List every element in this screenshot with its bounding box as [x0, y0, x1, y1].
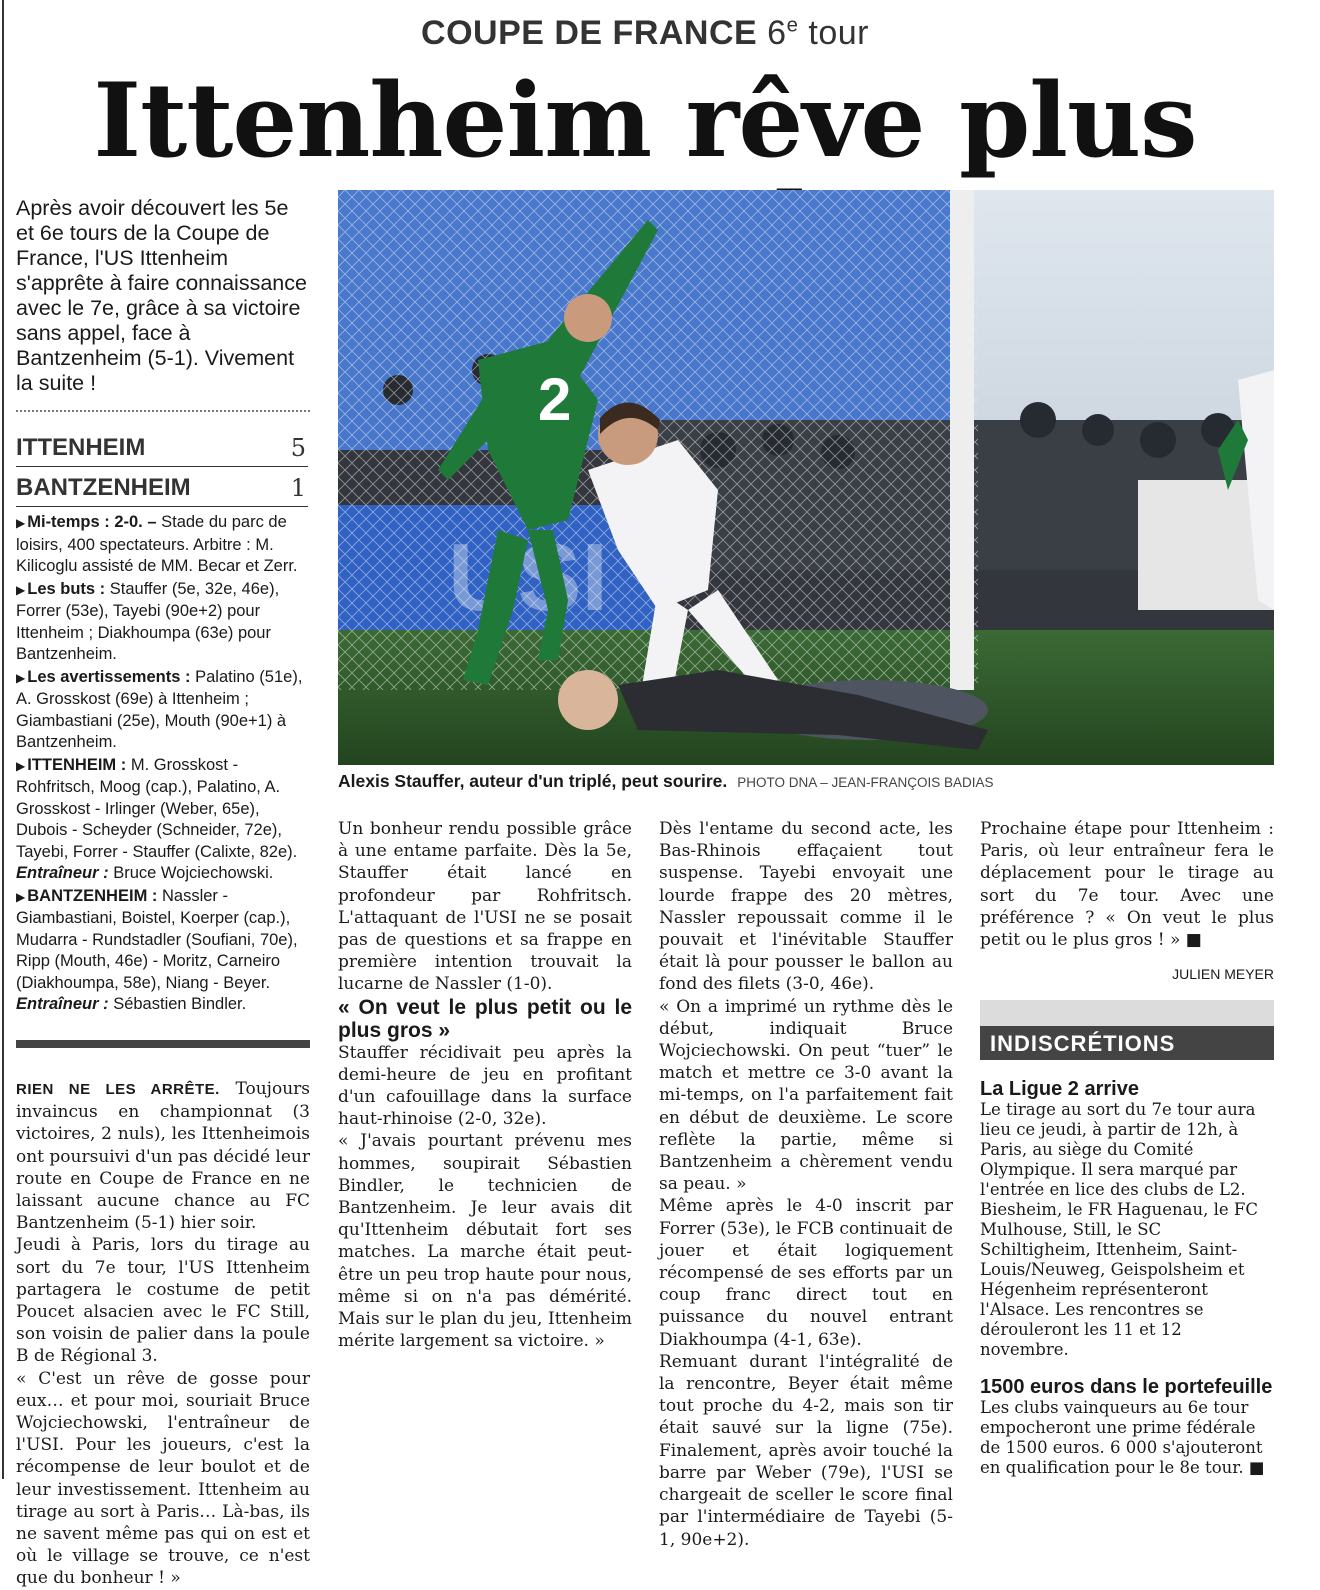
indiscretion-item-text: Les clubs vainqueurs au 6e tour empocheront une prime fédérale de 1500 euros. 6 000 s'ajouteront en qualification pour le 8e tour. ■	[980, 1398, 1265, 1477]
score-divider	[16, 466, 308, 467]
fact-cards: ▶ Les avertissements : Palatino (51e), A. Grosskost (69e) à Ittenheim ; Giambastiani (25e), Mouth (90e+1) à Bantzenheim.	[16, 667, 303, 751]
triangle-bullet-icon: ▶	[16, 758, 26, 773]
article-paragraph: Remuant durant l'intégralité de la rencontre, Beyer était même tout proche du 4-2, mais son tir était sauvé sur la ligne (75e). Finalement, après avoir touché la barre par Weber (79e), l'USI se chargeait de sceller le score final par l'intermédiaire de Tayebi (5-1, 90e+2).	[659, 1351, 953, 1550]
triangle-bullet-icon: ▶	[16, 889, 26, 904]
article-column-2	[338, 818, 632, 1352]
article-column-1	[16, 1078, 310, 1590]
indiscretion-item-text: Le tirage au sort du 7e tour aura lieu ce jeudi, à partir de 12h, à Paris, au siège du Comité Olympique. Il sera marqué par l'entrée en lice des clubs de L2. Biesheim, le FR Haguenau, le FC Mulhouse, Still, le SC Schiltigheim, Ittenheim, Saint-Louis/Neuweg, Geispolsheim et Hégenheim représenteront l'Alsace. Les rencontres se dérouleront les 11 et 12 novembre.	[980, 1100, 1258, 1359]
author-signature: JULIEN MEYER	[1172, 966, 1274, 982]
article-subhead: « On veut le plus petit ou le plus gros »	[338, 995, 632, 1042]
dotted-divider	[16, 410, 310, 412]
match-photo	[338, 190, 1274, 765]
photo-illustration	[338, 190, 1274, 765]
shirt-number: 2	[538, 366, 572, 433]
article-paragraph: « C'est un rêve de gosse pour eux… et pour moi, souriait Bruce Wojciechowski, l'entraîneur de l'USI. Pour les joueurs, c'est la récompense de leur boulot et de leur investissement. Ittenheim au tirage au sort à Paris… Là-bas, ils ne savent même pas qui on est et où le village se trouve, ce n'est que du bonheur ! »	[16, 1368, 310, 1589]
article-paragraph: Stauffer récidivait peu après la demi-heure de jeu en profitant d'un cafouillage dans la surface haut-rhinoise (2-0, 32e).	[338, 1042, 632, 1130]
article-lead: RIEN NE LES ARRÊTE. Toujours invaincus en championnat (3 victoires, 2 nuls), les Ittenheimois ont poursuivi d'un pas décidé leur route en Coupe de France en ne laissant aucune chance au FC Bantzenheim (5-1) hier soir.	[16, 1079, 310, 1234]
chapo-intro: Après avoir découvert les 5e et 6e tours de la Coupe de France, l'US Ittenheim s'apprête à faire connaissance avec le 7e, grâce à sa victoire sans appel, face à Bantzenheim (5-1). Vivement la suite !	[16, 196, 307, 395]
article-column-3	[659, 818, 953, 1551]
score-divider-bottom	[16, 506, 308, 507]
photo-caption: Alexis Stauffer, auteur d'un triplé, peut sourire. PHOTO DNA – JEAN-FRANÇOIS BADIAS	[338, 771, 994, 791]
fact-lineup-ittenheim: ▶ ITTENHEIM : M. Grosskost - Rohfritsch, Moog (cap.), Palatino, A. Grosskost - Irlinger (Weber, 65e), Dubois - Scheyder (Schneider, 72e), Tayebi, Forrer - Stauffer (Calixte, 82e). Entraîneur : Bruce Wojciechowski.	[16, 755, 298, 882]
away-team-name: BANTZENHEIM	[16, 474, 191, 501]
facts-bottom-rule	[16, 1040, 310, 1048]
article-paragraph: Un bonheur rendu possible grâce à une entame parfaite. Dès la 5e, Stauffer était lancé en profondeur par Rohfritsch. L'attaquant de l'USI ne se posait pas de questions et sa frappe en première intention trouvait la lucarne de Nassler (1-0).	[338, 819, 632, 995]
triangle-bullet-icon: ▶	[16, 670, 26, 685]
score-home	[16, 434, 308, 470]
article-paragraph: « On a imprimé un rythme dès le début, indiquait Bruce Wojciechowski. On peut “tuer” le match et mettre ce 3-0 avant la mi-temps, on l'a parfaitement fait en début de deuxième. Le score reflète la partie, même si Bantzenheim a chèrement vendu sa peau. »	[659, 996, 953, 1195]
indiscretion-item-title: 1500 euros dans le portefeuille	[980, 1376, 1273, 1398]
article-paragraph: Même après le 4-0 inscrit par Forrer (53e), le FCB continuait de jouer et était logiquement récompensé de ses efforts par un coup franc direct tout en puissance du nouvel entrant Diakhoumpa (4-1, 63e).	[659, 1196, 953, 1350]
photo-credit: PHOTO DNA – JEAN-FRANÇOIS BADIAS	[737, 775, 994, 790]
article-column-4	[980, 818, 1274, 951]
section-kicker: COUPE DE FRANCE 6e tour	[421, 14, 869, 52]
headline: Ittenheim rêve plus	[93, 61, 1197, 181]
fact-goals: ▶ Les buts : Stauffer (5e, 32e, 46e), Forrer (53e), Tayebi (90e+2) pour Ittenheim ; Diakhoumpa (63e) pour Bantzenheim.	[16, 579, 280, 663]
home-score: 5	[290, 434, 306, 462]
article-paragraph: Dès l'entame du second acte, les Bas-Rhinois effaçaient tout suspense. Tayebi envoyait une lourde frappe des 20 mètres, Nassler repoussait comme il le pouvait et l'inévitable Stauffer était là pour pousser le ballon au fond des filets (3-0, 46e).	[659, 819, 953, 995]
triangle-bullet-icon: ▶	[16, 582, 26, 597]
score-away	[16, 474, 308, 510]
triangle-bullet-icon: ▶	[16, 516, 26, 530]
article-paragraph: « J'avais pourtant prévenu mes hommes, soupirait Sébastien Bindler, le technicien de Bantzenheim. Je leur avais dit qu'Ittenheim débutait fort ses matches. La marche était peut-être un peu trop haute pour nous, même si on n'a pas démérité. Mais sur le plan du jeu, Ittenheim mérite largement sa victoire. »	[338, 1131, 632, 1352]
article-paragraph: Jeudi à Paris, lors du tirage au sort du 7e tour, l'US Ittenheim partagera le costume de petit Poucet alsacien avec le FC Still, son voisin de palier dans la poule B de Régional 3.	[16, 1235, 310, 1367]
fact-lineup-bantzenheim: ▶ BANTZENHEIM : Nassler - Giambastiani, Boistel, Koerper (cap.), Mudarra - Rundstadler (Soufiani, 70e), Ripp (Mouth, 46e) - Moritz, Carneiro (Diakhoumpa, 58e), Niang - Beyer. Entraîneur : Sébastien Bindler.	[16, 886, 298, 1013]
article-paragraph: Prochaine étape pour Ittenheim : Paris, où leur entraîneur fera le déplacement pour le tirage au sort du 7e tour. Avec une préférence ? « On veut le plus petit ou le plus gros ! » ■	[980, 819, 1274, 951]
indiscretion-item-title: La Ligue 2 arrive	[980, 1078, 1139, 1100]
indiscretions-content	[980, 1078, 1274, 1478]
home-team-name: ITTENHEIM	[16, 434, 146, 461]
match-facts	[16, 512, 312, 1017]
fact-halftime: ▶ Mi-temps : 2-0. – Stade du parc de loisirs, 400 spectateurs. Arbitre : M. Kilicoglu assisté de MM. Becar et Zerr.	[16, 513, 298, 575]
away-score: 1	[290, 474, 306, 502]
indiscretions-title: INDISCRÉTIONS	[980, 1026, 1274, 1060]
